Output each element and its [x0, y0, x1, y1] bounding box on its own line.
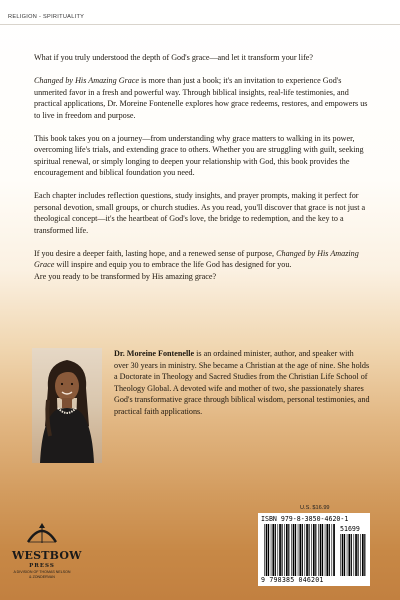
- barcode-bar: [355, 534, 357, 576]
- publisher-division-line: A DIVISION OF THOMAS NELSON: [13, 570, 71, 574]
- ean-digits: 9 798385 046201: [261, 576, 324, 584]
- author-bio: [114, 348, 370, 417]
- book-title-italic: Changed by His Amazing Grace: [34, 248, 359, 269]
- price-addon-digits: 51699: [340, 525, 360, 533]
- barcode-bar: [284, 524, 285, 576]
- barcode-bar: [311, 524, 312, 576]
- barcode-bar: [306, 524, 308, 576]
- hook-paragraph: What if you truly understood the depth of God's grace—and let it transform your life?: [34, 53, 313, 62]
- barcode-bar: [286, 524, 288, 576]
- barcode-bar: [347, 534, 348, 576]
- isbn-barcode: [258, 513, 370, 586]
- barcode-bar: [279, 524, 281, 576]
- price-label: U.S. $16.99: [300, 505, 330, 511]
- barcode-bar: [354, 534, 355, 576]
- author-portrait-icon: [32, 348, 102, 463]
- barcode-bar: [271, 524, 272, 576]
- barcode-bar: [344, 534, 345, 576]
- barcode-bar: [268, 524, 269, 576]
- chapter-paragraph: Each chapter includes reflection questions, study insights, and prayer prompts, making it perfect for personal devotion, small groups, or church studies. As you read, you'll discover that grace is not just a theological concept—it's the heartbeat of God's love, the bridge to redemption, and the key to a transformed life.: [34, 191, 366, 235]
- publisher-press: PRESS: [29, 563, 55, 569]
- barcode-bar: [325, 524, 326, 576]
- isbn-text: ISBN 979-8-3850-4620-1: [261, 515, 349, 523]
- barcode-bar: [278, 524, 279, 576]
- barcode-bar: [299, 524, 301, 576]
- category-label: RELIGION - SPIRITUALITY: [8, 14, 85, 20]
- book-title-italic: Changed by His Amazing Grace: [34, 76, 140, 85]
- barcode-bar: [309, 524, 310, 576]
- barcode-bar: [362, 534, 364, 576]
- barcode-bar: [332, 524, 333, 576]
- barcode-bar: [282, 524, 283, 576]
- barcode-bar: [322, 524, 323, 576]
- barcode-bar: [315, 524, 316, 576]
- back-cover-description: [34, 52, 368, 294]
- barcode-bar: [333, 524, 335, 576]
- publisher-logo: [12, 522, 82, 580]
- publisher-name: WESTBOW: [12, 549, 82, 562]
- westbow-logo-icon: [22, 522, 62, 544]
- invitation-paragraph: If you desire a deeper faith, lasting hope, and a renewed sense of purpose, Changed by His Amazing Grace will inspire and equip you to embrace the life God has designed for you.: [34, 248, 359, 269]
- author-bio-text: is an ordained minister, author, and speaker with over 30 years in ministry. She became a Christian at the age of nine. She holds a Doctorate in Theology and Sacred Studies from the Christian Life School of Theology Global. A devoted wife and mother of two, she passionately shares God's transformative grace through biblical wisdom, personal testimonies, and practical faith applications.: [114, 349, 370, 416]
- barcode-bar: [266, 524, 268, 576]
- author-name: Dr. Moreine Fontenelle: [114, 349, 195, 358]
- barcode-bar: [272, 524, 274, 576]
- barcode-bar: [295, 524, 296, 576]
- journey-paragraph: This book takes you on a journey—from understanding why grace matters to walking in its power, overcoming life's trials, and extending grace to others. Whether you are struggling with guilt, seeking spiritual renewal, or simply longing to deepen your relationship with God, this book provides the encouragement and biblical foundation you need.: [34, 133, 364, 177]
- barcode-bar: [264, 524, 265, 576]
- barcode-bar: [320, 524, 322, 576]
- barcode-bar: [305, 524, 306, 576]
- author-photo: [32, 348, 102, 463]
- barcode-bar: [360, 534, 361, 576]
- publisher-division-line: & ZONDERVAN: [29, 575, 55, 580]
- barcode-bar: [329, 524, 330, 576]
- barcode-bar: [293, 524, 295, 576]
- barcode-bar: [364, 534, 365, 576]
- barcode-bar: [298, 524, 299, 576]
- barcode-bar: [302, 524, 303, 576]
- barcode-bar: [275, 524, 276, 576]
- intro-paragraph: Changed by His Amazing Grace is more than just a book; it's an invitation to experience God's unmerited favor in a fresh and powerful way. Through biblical insights, real-life testimonies, and practical applications, Dr. Moreine Fontenelle explores how grace redeems, restores, and empowers us to live in freedom and purpose.: [34, 76, 368, 120]
- barcode-bar: [291, 524, 292, 576]
- barcode-bar: [313, 524, 315, 576]
- barcode-bar: [342, 534, 344, 576]
- barcode-bar: [351, 534, 352, 576]
- barcode-bar: [358, 534, 359, 576]
- barcode-bar: [318, 524, 319, 576]
- barcode-bar: [288, 524, 289, 576]
- closing-question: Are you ready to be transformed by His amazing grace?: [34, 271, 217, 281]
- top-divider: [0, 24, 400, 25]
- barcode-bar: [348, 534, 350, 576]
- barcode-bar: [340, 534, 341, 576]
- barcode-bar: [326, 524, 328, 576]
